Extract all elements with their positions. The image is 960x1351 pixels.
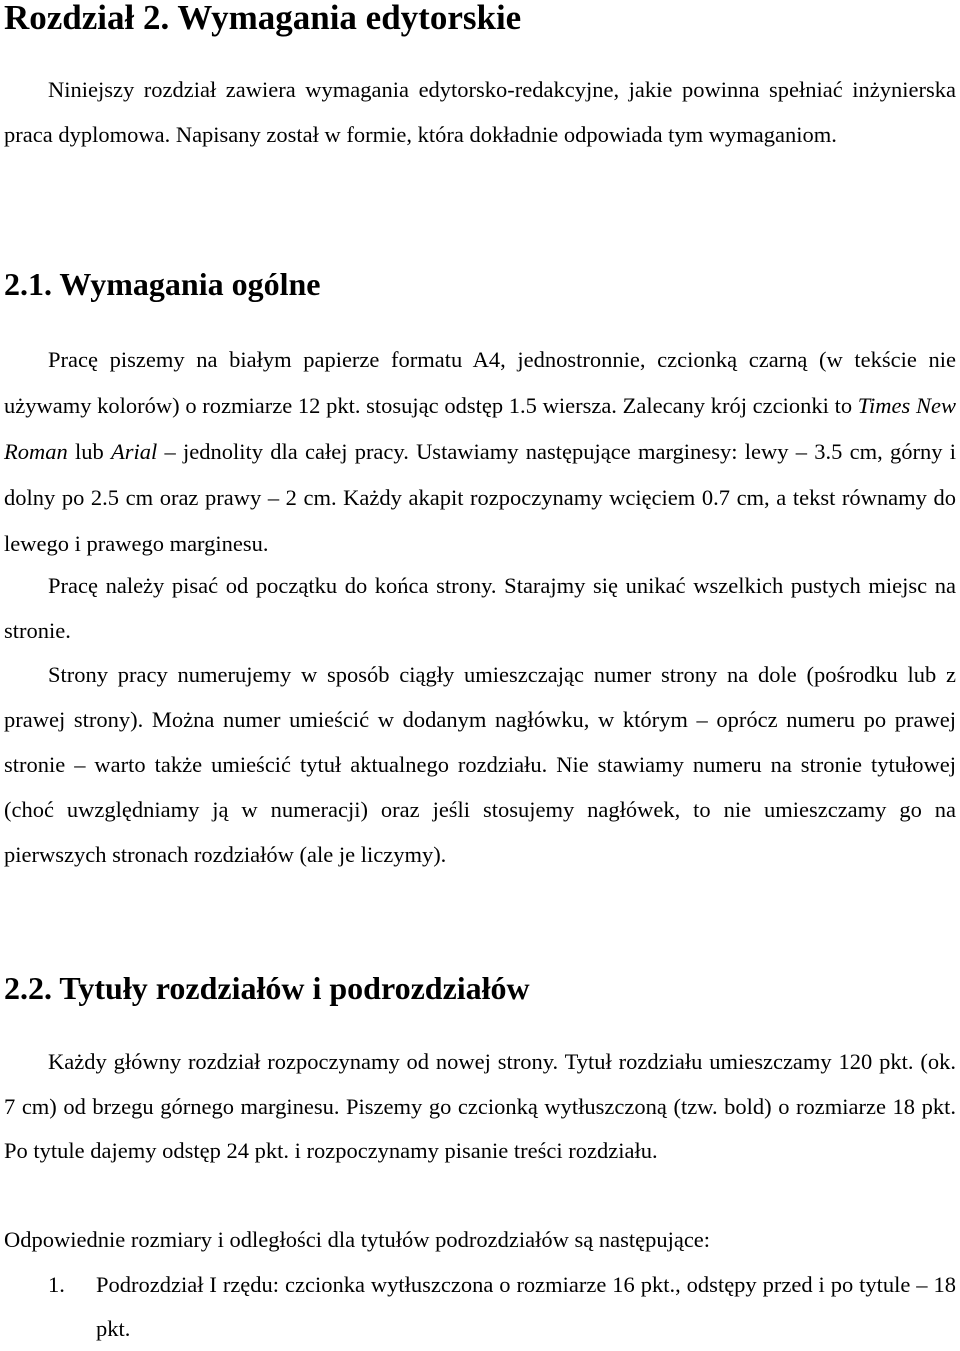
- list-item-number: 1.: [48, 1272, 65, 1297]
- section-2-1-title: 2.1. Wymagania ogólne: [4, 266, 321, 302]
- paragraph-text: lub: [67, 439, 111, 464]
- chapter-intro-paragraph: Niniejszy rozdział zawiera wymagania edytorsko-redakcyjne, jakie powinna spełniać inżynierska praca dyplomowa. Napisany został w formie, która dokładnie odpowiada tym wymaganiom.: [4, 77, 956, 147]
- section-2-1-paragraph-1: [4, 337, 956, 567]
- section-2-2-paragraph-2: Odpowiednie rozmiary i odległości dla tytułów podrozdziałów są następujące:: [4, 1227, 711, 1252]
- section-2-1-paragraph-2: Pracę należy pisać od początku do końca strony. Starajmy się unikać wszelkich pustych miejsc na stronie.: [4, 573, 956, 643]
- section-2-2-paragraph-1: Każdy główny rozdział rozpoczynamy od nowej strony. Tytuł rozdziału umieszczamy 120 pkt. (ok. 7 cm) od brzegu górnego marginesu. Piszemy go czcionką wytłuszczoną (tzw. bold) o rozmiarze 18 pkt. Po tytule dajemy odstęp 24 pkt. i rozpoczynamy pisanie treści rozdziału.: [4, 1049, 956, 1163]
- chapter-title: Rozdział 2. Wymagania edytorskie: [4, 0, 522, 37]
- section-2-2-title: 2.2. Tytuły rozdziałów i podrozdziałów: [4, 970, 530, 1006]
- paragraph-text: – jednolity dla całej pracy. Ustawiamy następujące marginesy: lewy – 3.5 cm, górny i dolny po 2.5 cm oraz prawy – 2 cm. Każdy akapit rozpoczynamy wcięciem 0.7 cm, a tekst równamy do lewego i prawego marginesu.: [4, 439, 956, 556]
- list-item-text: Podrozdział I rzędu: czcionka wytłuszczona o rozmiarze 16 pkt., odstępy przed i po tytule – 18 pkt.: [96, 1272, 956, 1341]
- paragraph-text: Pracę piszemy na białym papierze formatu A4, jednostronnie, czcionką czarną (w tekście nie używamy kolorów) o rozmiarze 12 pkt. stosując odstęp 1.5 wiersza. Zalecany krój czcionki to: [4, 347, 956, 418]
- font-name-arial: Arial: [111, 439, 158, 464]
- section-2-1-paragraph-3: Strony pracy numerujemy w sposób ciągły umieszczając numer strony na dole (pośrodku lub z prawej strony). Można numer umieścić w dodanym nagłówku, w którym – oprócz numeru po prawej stronie – warto także umieścić tytuł aktualnego rozdziału. Nie stawiamy numeru na stronie tytułowej (choć uwzględniamy ją w numeracji) oraz jeśli stosujemy nagłówek, to nie umieszczamy go na pierwszych stronach rozdziałów (ale je liczymy).: [4, 662, 956, 867]
- list-item: [4, 1263, 956, 1347]
- font-name-times: Times New Roman: [4, 393, 956, 464]
